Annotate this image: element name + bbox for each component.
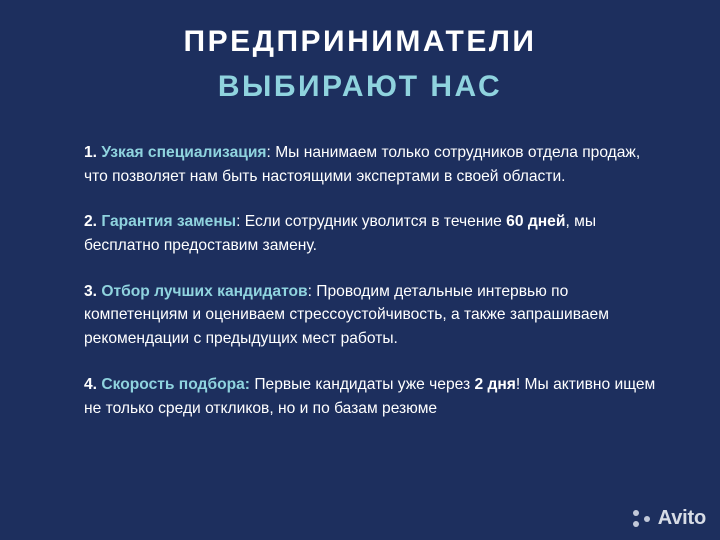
- list-item: [84, 141, 668, 188]
- list-item: [84, 210, 668, 257]
- benefits-list: [84, 141, 668, 420]
- item-highlight: 60 дней: [506, 213, 566, 231]
- item-number: 2.: [84, 213, 98, 231]
- watermark-label: Avito: [657, 507, 706, 529]
- item-text-after: , мы бесплатно предоставим замену.: [84, 213, 597, 255]
- item-text-before: Первые кандидаты уже через: [250, 375, 475, 393]
- item-title: Скорость подбора:: [97, 375, 250, 393]
- page-title: [0, 0, 720, 107]
- item-title: Узкая специализация: [97, 144, 267, 161]
- item-number: 4.: [84, 375, 98, 393]
- title-line-1: ПРЕДПРИНИМАТЕЛИ: [183, 25, 537, 58]
- item-text-before: : Мы нанимаем только сотрудников отдела продаж, что позволяет нам быть настоящими экспертами в своей области.: [84, 144, 641, 185]
- item-title: Отбор лучших кандидатов: [97, 282, 308, 300]
- title-line-2: ВЫБИРАЮТ НАС: [217, 69, 503, 103]
- watermark: [633, 507, 706, 530]
- item-text-before: : Если сотрудник уволится в течение: [236, 213, 507, 231]
- item-text-after: ! Мы активно ищем не только среди откликов, но и по базам резюме: [84, 375, 656, 417]
- item-number: 1.: [84, 144, 98, 161]
- item-highlight: 2 дня: [474, 375, 516, 393]
- list-item: [84, 280, 668, 351]
- avito-dots-icon: [633, 509, 652, 528]
- item-number: 3.: [84, 282, 98, 300]
- list-item: [84, 373, 668, 420]
- item-title: Гарантия замены: [97, 213, 237, 231]
- item-text-before: : Проводим детальные интервью по компетенциям и оцениваем стрессоустойчивость, а также запрашиваем рекомендации с предыдущих мест работы.: [84, 282, 609, 348]
